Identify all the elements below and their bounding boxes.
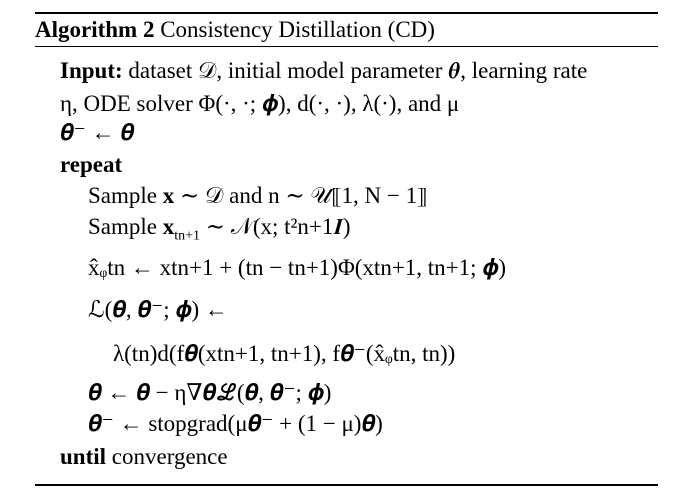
ema-line: 𝜽⁻ ← stopgrad(μ𝜽⁻ + (1 − μ)𝜽) [88,411,383,436]
input-text: dataset 𝒟, initial model parameter 𝜽, learning rate [122,58,588,83]
bottom-rule [35,484,658,486]
until-text: convergence [106,444,228,469]
input-keyword: Input: [60,58,123,83]
init-line: 𝜽⁻ ← 𝜽 [60,120,135,145]
sample-line-1: Sample x ∼ 𝒟 and n ∼ 𝒰⟦1, N − 1⟧ [88,183,428,208]
algorithm-name: Consistency Distillation (CD) [160,17,435,42]
input-continuation: η, ODE solver Φ(·, ·; 𝝓), d(·, ·), λ(·), and μ [60,91,460,116]
ode-step-line: x̂ᵩtn ← xtn+1 + (tn − tn+1)Φ(xtn+1, tn+1; 𝝓) [88,255,507,280]
update-line: 𝜽 ← 𝜽 − η∇𝜽ℒ(𝜽, 𝜽⁻; 𝝓) [88,380,332,405]
until-line [60,443,228,471]
loss-head-line: ℒ(𝜽, 𝜽⁻; 𝝓) ← [88,297,228,322]
until-keyword: until [60,444,107,469]
sample-line-2: Sample $x_{tn+1}$ ∼ 𝒩(x; t²n+1𝑰) [88,214,351,244]
loss-body-line: λ(tn)d(f𝜽(xtn+1, tn+1), f𝜽⁻(x̂ᵩtn, tn)) [113,341,456,366]
algorithm-label: Algorithm 2 [35,17,155,42]
repeat-keyword: repeat [60,152,123,177]
input-line [60,57,587,85]
top-rule [35,12,658,14]
title-rule [35,46,658,47]
algorithm-title [35,15,435,45]
